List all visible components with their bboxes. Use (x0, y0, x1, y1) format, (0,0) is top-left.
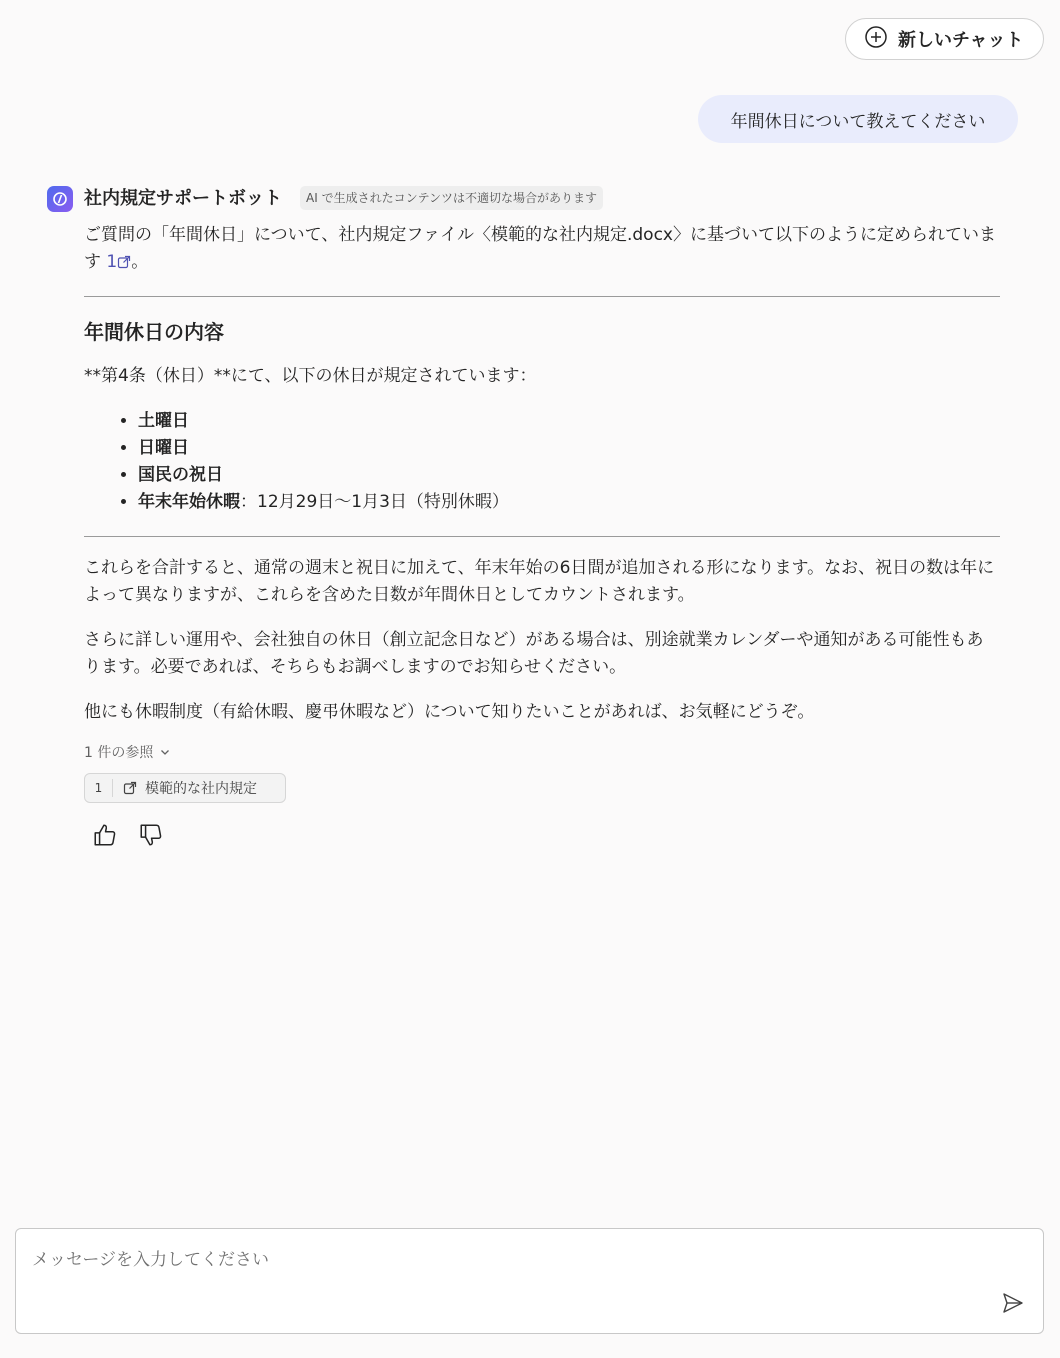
list-item (138, 435, 1000, 462)
thumbs-down-icon[interactable] (138, 822, 164, 848)
divider (84, 536, 1000, 537)
feedback-bar (92, 822, 164, 848)
reference-title: 模範的な社内規定 (145, 781, 257, 797)
new-chat-label: 新しいチャット (898, 30, 1024, 51)
list-item (138, 489, 1000, 516)
list-item-rest: ：12月29日〜1月3日（特別休暇） (240, 492, 509, 512)
list-item-bold: 日曜日 (138, 438, 189, 458)
answer-intro (84, 222, 1000, 276)
chevron-down-icon (159, 746, 171, 758)
list-item (138, 462, 1000, 489)
bot-name: 社内規定サポートボット (84, 188, 282, 209)
answer-intro-end: 。 (131, 252, 149, 272)
divider (84, 296, 1000, 297)
list-item-bold: 国民の祝日 (138, 465, 223, 485)
answer-intro-text: ご質問の「年間休日」について、社内規定ファイル〈模範的な社内規定.docx〉に基づいて以下のように定められています (84, 225, 996, 272)
list-item-bold: 年末年始休暇 (138, 492, 240, 512)
reference-number: 1 (85, 779, 113, 797)
message-composer (15, 1228, 1044, 1334)
answer-lead: **第4条（休日）**にて、以下の休日が規定されています： (84, 366, 537, 386)
message-input[interactable] (32, 1245, 972, 1275)
external-link-icon (117, 255, 131, 269)
bot-message (84, 222, 1000, 726)
list-item-bold: 土曜日 (138, 411, 189, 431)
citation-link[interactable] (106, 252, 131, 272)
thumbs-up-icon[interactable] (92, 822, 118, 848)
send-icon (1001, 1291, 1025, 1315)
holiday-list (84, 408, 1000, 516)
external-link-icon (123, 781, 137, 795)
answer-paragraph-3: 他にも休暇制度（有給休暇、慶弔休暇など）について知りたいことがあれば、お気軽にどうぞ。 (84, 702, 815, 722)
answer-heading: 年間休日の内容 (84, 320, 224, 344)
citation-number: 1 (106, 252, 118, 272)
send-button[interactable] (999, 1289, 1027, 1317)
bot-logo-icon (47, 186, 73, 212)
references-toggle[interactable] (84, 740, 171, 764)
references-toggle-label: 1 件の参照 (84, 745, 154, 761)
ai-disclaimer-badge: AI で生成されたコンテンツは不適切な場合があります (300, 186, 603, 210)
plus-circle-icon (864, 25, 888, 53)
answer-paragraph-1: これらを合計すると、通常の週末と祝日に加えて、年末年始の6日間が追加される形になります。なお、祝日の数は年によって異なりますが、これらを含めた日数が年間休日としてカウントされます。 (84, 558, 995, 605)
answer-paragraph-2: さらに詳しい運用や、会社独自の休日（創立記念日など）がある場合は、別途就業カレンダーや通知がある可能性もあります。必要であれば、そちらもお調べしますのでお知らせください。 (84, 630, 984, 677)
list-item (138, 408, 1000, 435)
user-message-bubble: 年間休日について教えてください (698, 95, 1018, 143)
reference-chip[interactable] (84, 773, 286, 803)
new-chat-button[interactable] (845, 18, 1044, 60)
